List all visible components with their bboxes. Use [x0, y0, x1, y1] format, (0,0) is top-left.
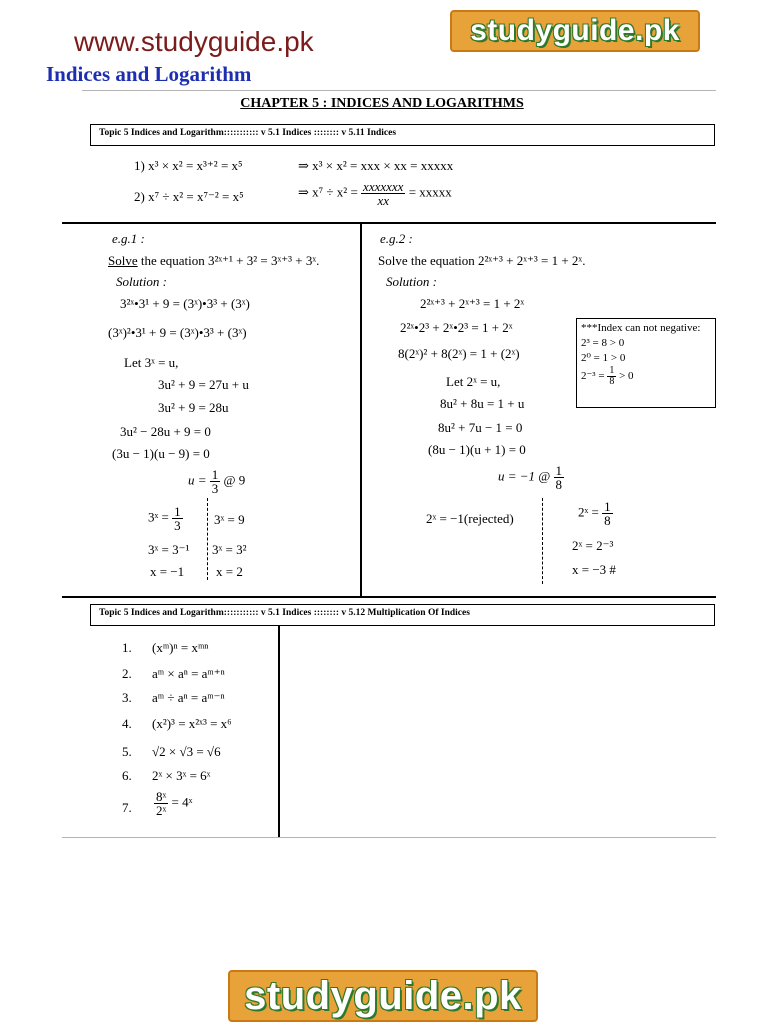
- index-note-den: 8: [609, 375, 615, 387]
- index-note-line: 2⁰ = 1 > 0: [581, 351, 626, 364]
- example1-left-case-fraction: [172, 505, 183, 532]
- rule2-right-suffix: = xxxxx: [408, 184, 452, 200]
- index-rule-number: 1.: [122, 640, 132, 655]
- site-url[interactable]: www.studyguide.pk: [74, 26, 314, 57]
- example1-step: 3²ˣ•3¹ + 9 = (3ˣ)•3³ + (3ˣ): [120, 296, 250, 311]
- index-rule-number: 4.: [122, 716, 132, 731]
- example2-step: 2²ˣ⁺³ + 2ˣ⁺³ = 1 + 2ˣ: [420, 296, 525, 311]
- index-rule-expr: aᵐ × aⁿ = aᵐ⁺ⁿ: [152, 666, 225, 681]
- example2-step: 8(2ˣ)² + 8(2ˣ) = 1 + (2ˣ): [398, 346, 520, 361]
- examples-divider: [360, 222, 362, 597]
- example2-right-case-prefix: 2ˣ =: [578, 504, 599, 520]
- rule1-right: ⇒ x³ × x² = xxx × xx = xxxxx: [298, 158, 454, 173]
- topic2-bottom-rule: [62, 837, 716, 838]
- example2-u-solution: [498, 464, 564, 491]
- example1-u-suffix: @ 9: [223, 472, 246, 488]
- example2-case-separator: [542, 498, 543, 584]
- example2-solution-label: Solution :: [386, 274, 437, 289]
- rule2-right: [298, 180, 452, 207]
- example1-question-word: Solve: [108, 253, 138, 268]
- topic2-heading-box: [90, 604, 715, 626]
- index-note-num: 1: [609, 364, 615, 376]
- examples-bottom-rule: [62, 596, 716, 598]
- example2-u-prefix: u = −1 @: [498, 468, 551, 484]
- topic2-divider: [278, 626, 280, 838]
- index-rule-7-num: 8ˣ: [156, 789, 167, 804]
- example2-rejected: 2ˣ = −1(rejected): [426, 511, 514, 526]
- rule2-fraction: [361, 180, 405, 207]
- example1-step: Let 3ˣ = u,: [124, 355, 179, 370]
- example1-step: 3u² − 28u + 9 = 0: [120, 424, 211, 439]
- example1-solution-label: Solution :: [116, 274, 167, 289]
- index-note-last-prefix: 2⁻³ =: [581, 369, 605, 382]
- example2-u-den: 8: [555, 477, 563, 492]
- example1-u-num: 1: [211, 467, 219, 482]
- example1-u-den: 3: [211, 481, 219, 496]
- index-rule-7-den: 2ˣ: [156, 803, 167, 818]
- index-rule-7-fraction: [154, 790, 168, 817]
- rule2-left: 2) x⁷ ÷ x² = x⁷⁻² = x⁵: [134, 189, 244, 204]
- example2-u-fraction: [554, 464, 565, 491]
- example2-step: 8u² + 7u − 1 = 0: [438, 420, 523, 435]
- example1-case-separator: [207, 498, 208, 580]
- example2-right-case-fraction: [602, 500, 613, 527]
- index-rule-expr: 2ˣ × 3ˣ = 6ˣ: [152, 768, 211, 783]
- example2-right-case-step: 2ˣ = 2⁻³: [572, 538, 614, 553]
- top-divider: [82, 90, 716, 91]
- examples-top-rule: [62, 222, 716, 224]
- chapter-title: CHAPTER 5 : INDICES AND LOGARITHMS: [240, 96, 524, 111]
- example2-right-case-num: 1: [604, 499, 611, 514]
- example1-u-fraction: [210, 468, 221, 495]
- example2-step: 8u² + 8u = 1 + u: [440, 396, 525, 411]
- index-rule-7-rest: = 4ˣ: [171, 794, 193, 810]
- example2-step: 2²ˣ•2³ + 2ˣ•2³ = 1 + 2ˣ: [400, 320, 513, 335]
- index-note-title: ***Index can not negative:: [581, 322, 701, 334]
- example1-question: [108, 253, 319, 269]
- example1-right-case-step: x = 2: [216, 564, 243, 579]
- example2-step: (8u − 1)(u + 1) = 0: [428, 442, 526, 457]
- index-rule-expr: (x²)³ = x²ˣ³ = x⁶: [152, 716, 232, 731]
- example1-left-case-step: 3ˣ = 3⁻¹: [148, 542, 190, 557]
- index-rule-expr: (xᵐ)ⁿ = xᵐⁿ: [152, 640, 209, 655]
- studyguide-logo-bottom[interactable]: [228, 970, 538, 1022]
- topic1-heading-box: [90, 124, 715, 146]
- rule2-fraction-num: xxxxxxx: [363, 179, 404, 194]
- example2-u-num: 1: [555, 463, 563, 478]
- example1-step: 3u² + 9 = 28u: [158, 400, 229, 415]
- example1-step: 3u² + 9 = 27u + u: [158, 377, 249, 392]
- rule2-fraction-den: xx: [377, 193, 390, 208]
- index-rule-expr: √2 × √3 = √6: [152, 744, 221, 759]
- rule2-right-prefix: ⇒ x⁷ ÷ x² =: [298, 184, 358, 200]
- example1-left-case-step: x = −1: [150, 564, 185, 579]
- example1-left-case-den: 3: [174, 518, 181, 533]
- example1-u-solution: [188, 468, 245, 495]
- topic1-heading: Topic 5 Indices and Logarithm::::::::::: v 5.1 Indices :::::::: v 5.11 Indices: [99, 128, 397, 138]
- example1-label: e.g.1 :: [112, 231, 145, 246]
- index-note-line: 2³ = 8 > 0: [581, 336, 625, 349]
- logo-text: studyguide.pk: [244, 973, 522, 1018]
- index-rule-7: [154, 790, 192, 817]
- index-rule-expr: aᵐ ÷ aⁿ = aᵐ⁻ⁿ: [152, 690, 225, 705]
- index-note-box: [576, 318, 716, 408]
- example1-u-prefix: u =: [188, 472, 207, 488]
- logo-text: studyguide.pk: [470, 14, 680, 47]
- example2-step: Let 2ˣ = u,: [446, 374, 501, 389]
- index-rule-number: 2.: [122, 666, 132, 681]
- rule1-left: 1) x³ × x² = x³⁺² = x⁵: [134, 158, 243, 173]
- example1-step: (3u − 1)(u − 9) = 0: [112, 446, 210, 461]
- topic2-heading: Topic 5 Indices and Logarithm::::::::::: v 5.1 Indices :::::::: v 5.12 Multiplication Of Indices: [99, 608, 470, 618]
- example2-question: Solve the equation 2²ˣ⁺³ + 2ˣ⁺³ = 1 + 2ˣ.: [378, 253, 586, 268]
- example2-label: e.g.2 :: [380, 231, 413, 246]
- index-note-fraction: [607, 366, 616, 387]
- example2-right-case-den: 8: [604, 513, 611, 528]
- index-rule-number: 3.: [122, 690, 132, 705]
- index-note-last-suffix: > 0: [619, 369, 634, 382]
- example1-question-rest: the equation 3²ˣ⁺¹ + 3² = 3ˣ⁺³ + 3ˣ.: [140, 253, 320, 268]
- index-rule-number: 7.: [122, 800, 132, 815]
- example1-right-case-step: 3ˣ = 3²: [212, 542, 247, 557]
- index-note-last: [581, 366, 711, 387]
- example1-right-case-step: 3ˣ = 9: [214, 512, 245, 527]
- page-title: Indices and Logarithm: [46, 62, 252, 86]
- studyguide-logo-top[interactable]: [450, 10, 700, 52]
- example2-right-case: [578, 500, 613, 527]
- example2-right-case-step: x = −3 #: [572, 562, 616, 577]
- index-rule-number: 6.: [122, 768, 132, 783]
- example1-left-case-prefix: 3ˣ =: [148, 509, 169, 525]
- example1-left-case: [148, 505, 183, 532]
- example1-step: (3ˣ)²•3¹ + 9 = (3ˣ)•3³ + (3ˣ): [108, 325, 247, 340]
- example1-left-case-num: 1: [174, 504, 181, 519]
- index-rule-number: 5.: [122, 744, 132, 759]
